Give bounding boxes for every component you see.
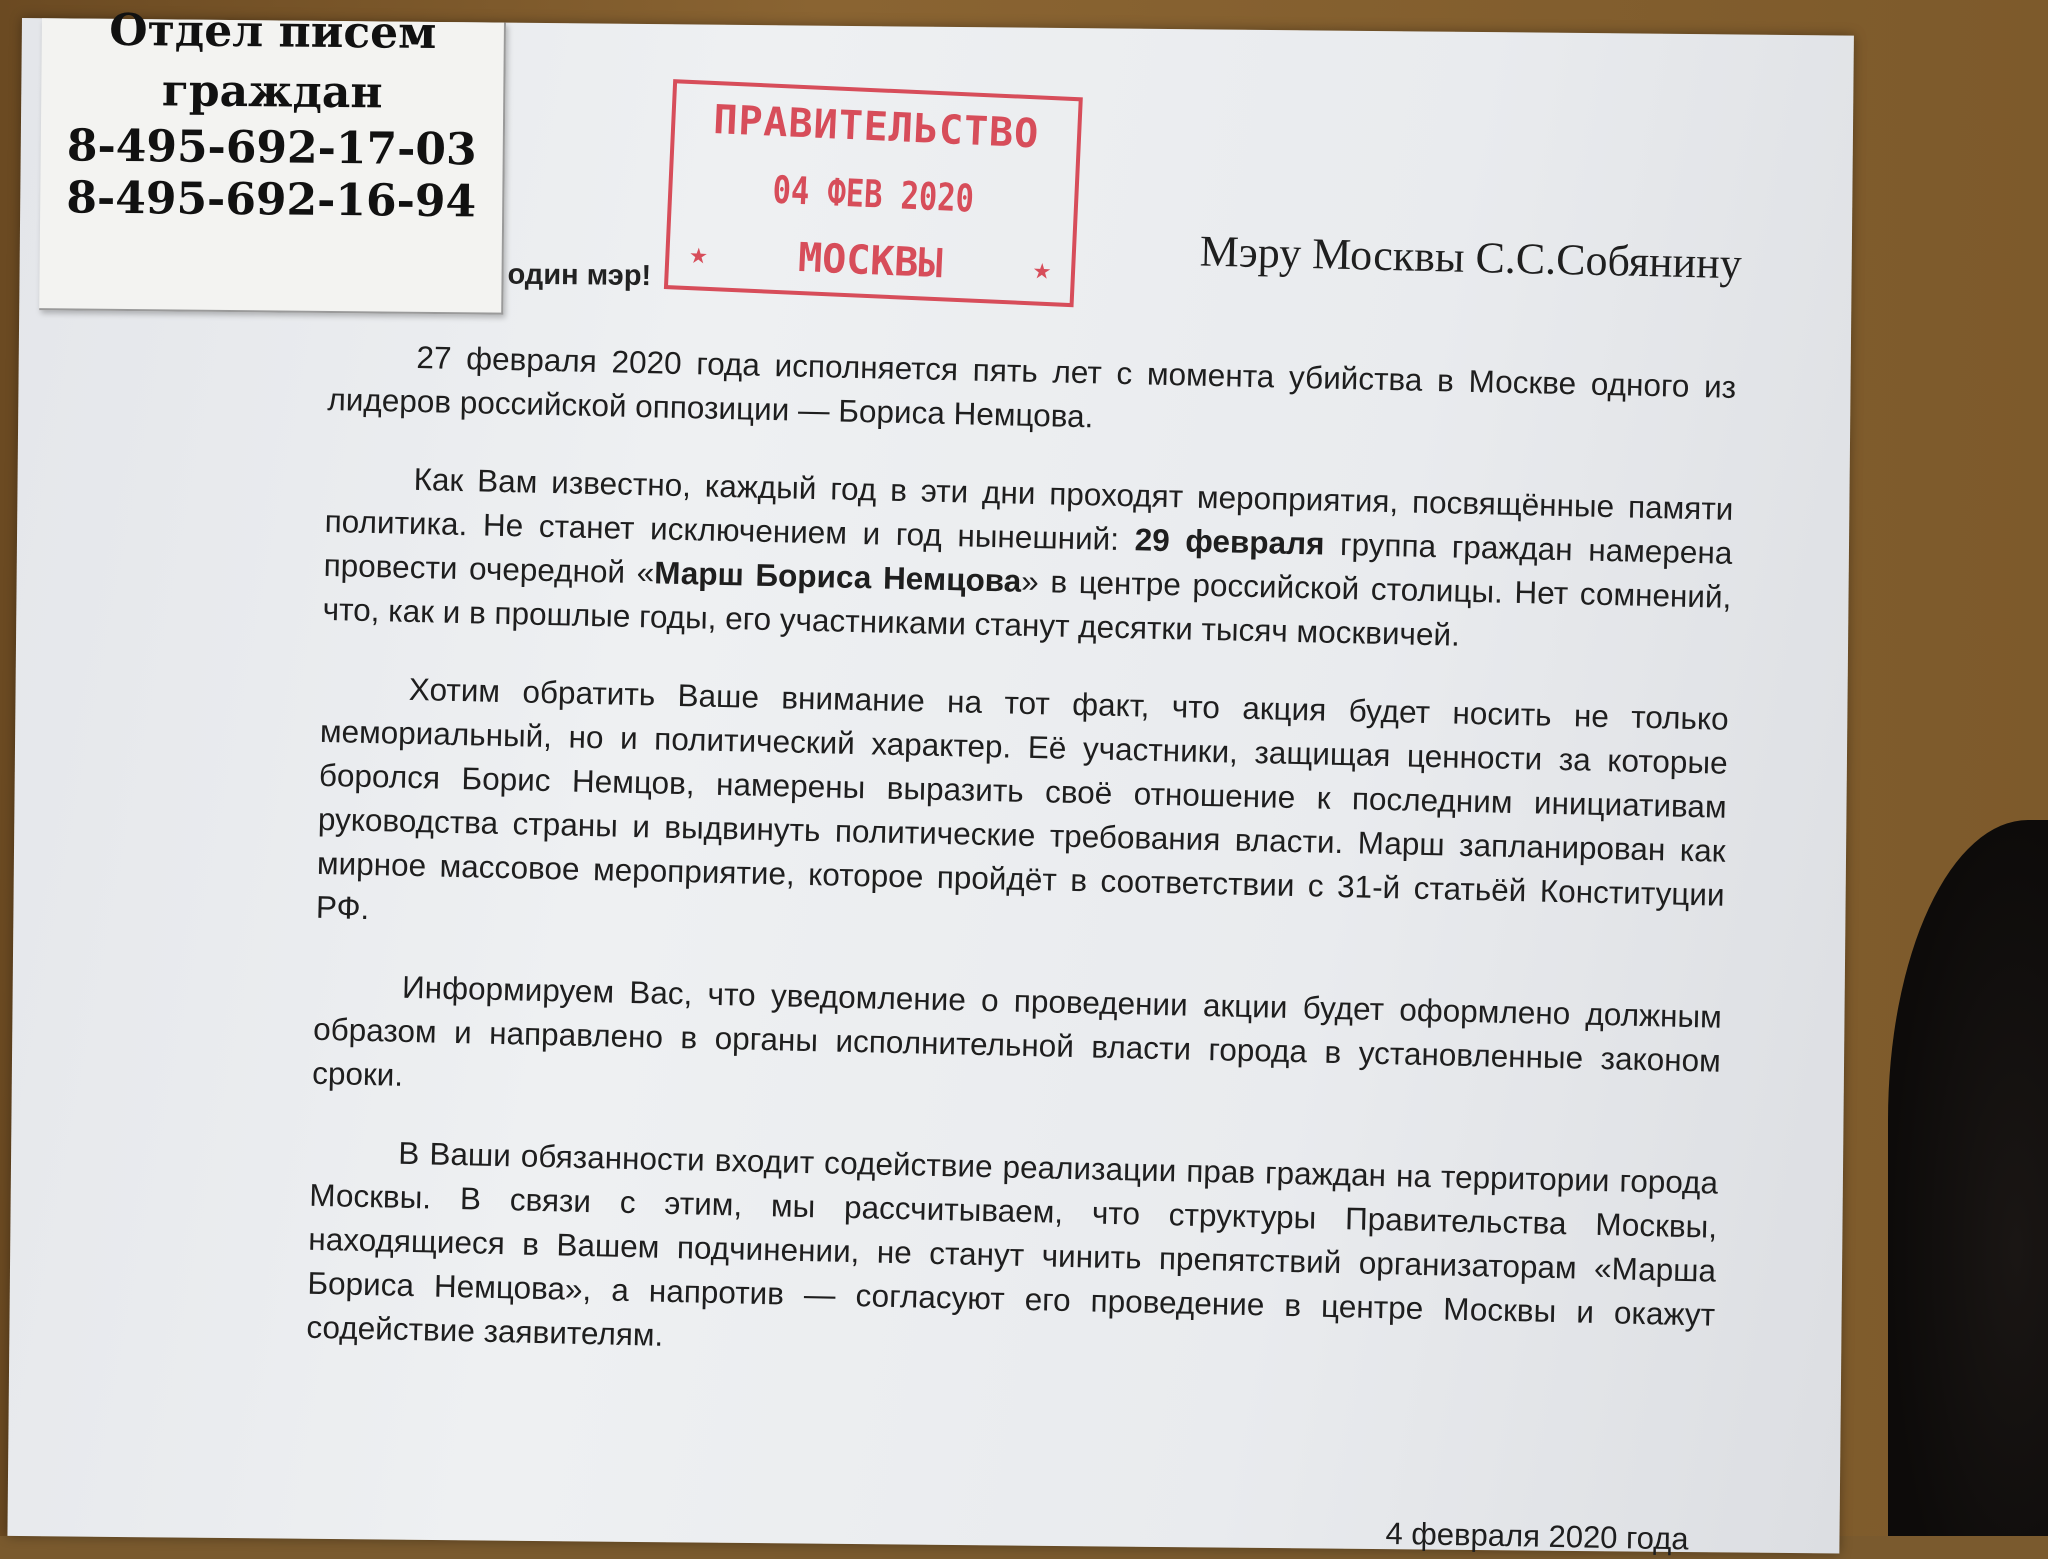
paragraph-1: 27 февраля 2020 года исполняется пять лет с момента убийства в Москве одного из лидеров российской оппозиции — Бориса Немцова. [327, 338, 1737, 435]
stamp-star-icon: ★ [688, 236, 709, 272]
letter-page [7, 4, 1853, 1557]
p2-text: группа граждан намерена провести очередной « [323, 525, 1733, 591]
p2-march-bold: Марш Бориса Немцова [653, 554, 1022, 599]
letter-body [305, 333, 1736, 1415]
department-sticker [39, 4, 506, 314]
paragraph-4: Информируем Вас, что уведомление о проведении акции будет оформлено должным образом и направлено в органы исполнительной власти города в установленные законом сроки. [311, 968, 1723, 1093]
government-stamp [664, 79, 1083, 307]
paragraph-2 [322, 455, 1734, 663]
sticker-phone-1: 8-495-692-17-03 [66, 120, 477, 176]
p2-date-bold: 29 февраля [1134, 521, 1325, 562]
salutation: один мэр! [507, 258, 652, 293]
stamp-title: ПРАВИТЕЛЬСТВО [712, 97, 1041, 158]
paragraph-5: В Ваши обязанности входит содействие реализации прав граждан на территории города Москвы. В связи с этим, мы рассчитываем, что структуры Правительства Москвы, находящиеся в Вашем подчинении, не станут чинить препятствий организаторам «Марша Бориса Немцова», а напротив — согласуют его проведение в центре Москвы и окажут содействие заявителям. [306, 1134, 1719, 1353]
sticker-phone-2: 8-495-692-16-94 [66, 172, 477, 228]
sticker-department: Отдел писем граждан [109, 4, 437, 119]
p2-text: Как Вам известно, каждый год в эти дни проходят мероприятия, посвящённые памяти политика. Не станет исключением и год нынешний: [324, 460, 1734, 558]
paragraph-3: Хотим обратить Ваше внимание на тот факт, что акция будет носить не только мемориальный, но и политический характер. Её участники, защищая ценности за которые боролся Борис Немцов, намерены выразить своё отношение к последним инициативам руководства страны и выдвинуть политические требования власти. Марш запланирован как мирное массовое мероприятие, которое пройдёт в соответствии с 31-й статьёй Конституции РФ. [315, 670, 1730, 927]
stamp-city: МОСКВЫ [797, 234, 944, 288]
letter-date: 4 февраля 2020 года [1385, 1515, 1689, 1557]
p2-text: » в центре российской столицы. Нет сомнений, что, как и в прошлые годы, его участниками станут десятки тысяч москвичей. [322, 562, 1732, 653]
stamp-star-icon: ★ [1032, 251, 1052, 288]
addressee: Мэру Москвы С.С.Собянину [1199, 226, 1743, 289]
stamp-date: 04 ФЕВ 2020 [771, 167, 975, 221]
